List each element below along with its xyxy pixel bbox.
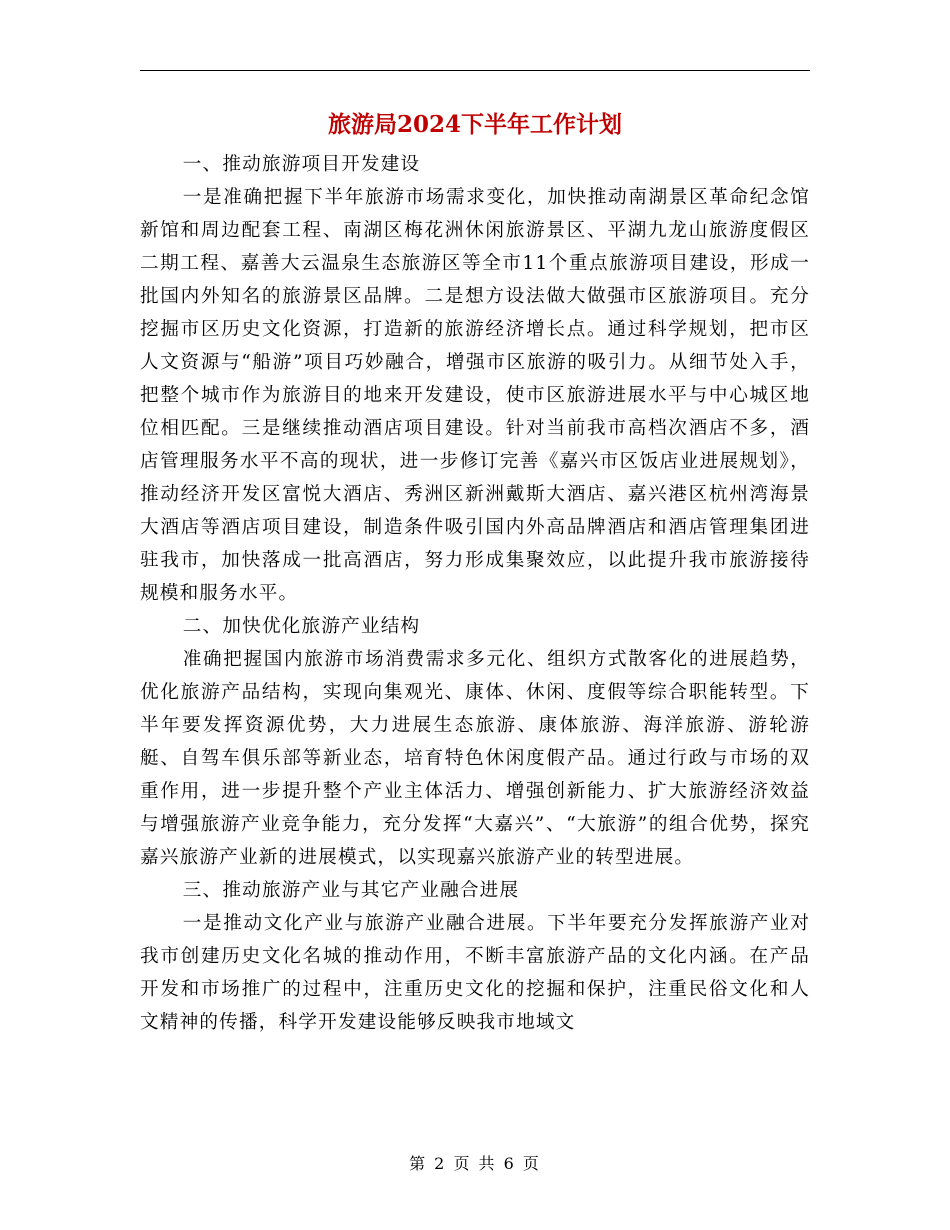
section-heading-2: 二、加快优化旅游产业结构 [182, 616, 421, 637]
document-body [140, 148, 810, 1039]
document-title: 旅游局2024下半年工作计划 [327, 111, 622, 138]
section-heading-3: 三、推动旅游产业与其它产业融合进展 [182, 880, 520, 901]
paragraph-2: 准确把握国内旅游市场消费需求多元化、组织方式散客化的进展趋势，优化旅游产品结构，实现向集观光、康体、休闲、度假等综合职能转型。下半年要发挥资源优势，大力进展生态旅游、康体旅游、海洋旅游、游轮游艇、自驾车俱乐部等新业态，培育特色休闲度假产品。通过行政与市场的双重作用，进一步提升整个产业主体活力、增强创新能力、扩大旅游经济效益与增强旅游产业竞争能力，充分发挥“大嘉兴”、“大旅游”的组合优势，探究嘉兴旅游产业新的进展模式，以实现嘉兴旅游产业的转型进展。 [140, 649, 810, 868]
section-heading-1: 一、推动旅游项目开发建设 [182, 154, 421, 175]
paragraph-1: 一是准确把握下半年旅游市场需求变化，加快推动南湖景区革命纪念馆新馆和周边配套工程、南湖区梅花洲休闲旅游景区、平湖九龙山旅游度假区二期工程、嘉善大云温泉生态旅游区等全市11个重点旅游项目建设，形成一批国内外知名的旅游景区品牌。二是想方设法做大做强市区旅游项目。充分挖掘市区历史文化资源，打造新的旅游经济增长点。通过科学规划，把市区人文资源与“船游”项目巧妙融合，增强市区旅游的吸引力。从细节处入手，把整个城市作为旅游目的地来开发建设，使市区旅游进展水平与中心城区地位相匹配。三是继续推动酒店项目建设。针对当前我市高档次酒店不多，酒店管理服务水平不高的现状，进一步修订完善《嘉兴市区饭店业进展规划》，推动经济开发区富悦大酒店、秀洲区新洲戴斯大酒店、嘉兴港区杭州湾海景大酒店等酒店项目建设，制造条件吸引国内外高品牌酒店和酒店管理集团进驻我市，加快落成一批高酒店，努力形成集聚效应，以此提升我市旅游接待规模和服务水平。 [140, 187, 810, 604]
header-rule [140, 70, 810, 71]
page-number: 第 2 页 共 6 页 [409, 1154, 541, 1173]
paragraph-3: 一是推动文化产业与旅游产业融合进展。下半年要充分发挥旅游产业对我市创建历史文化名城的推动作用，不断丰富旅游产品的文化内涵。在产品开发和市场推广的过程中，注重历史文化的挖掘和保护，注重民俗文化和人文精神的传播，科学开发建设能够反映我市地域文 [140, 913, 810, 1033]
